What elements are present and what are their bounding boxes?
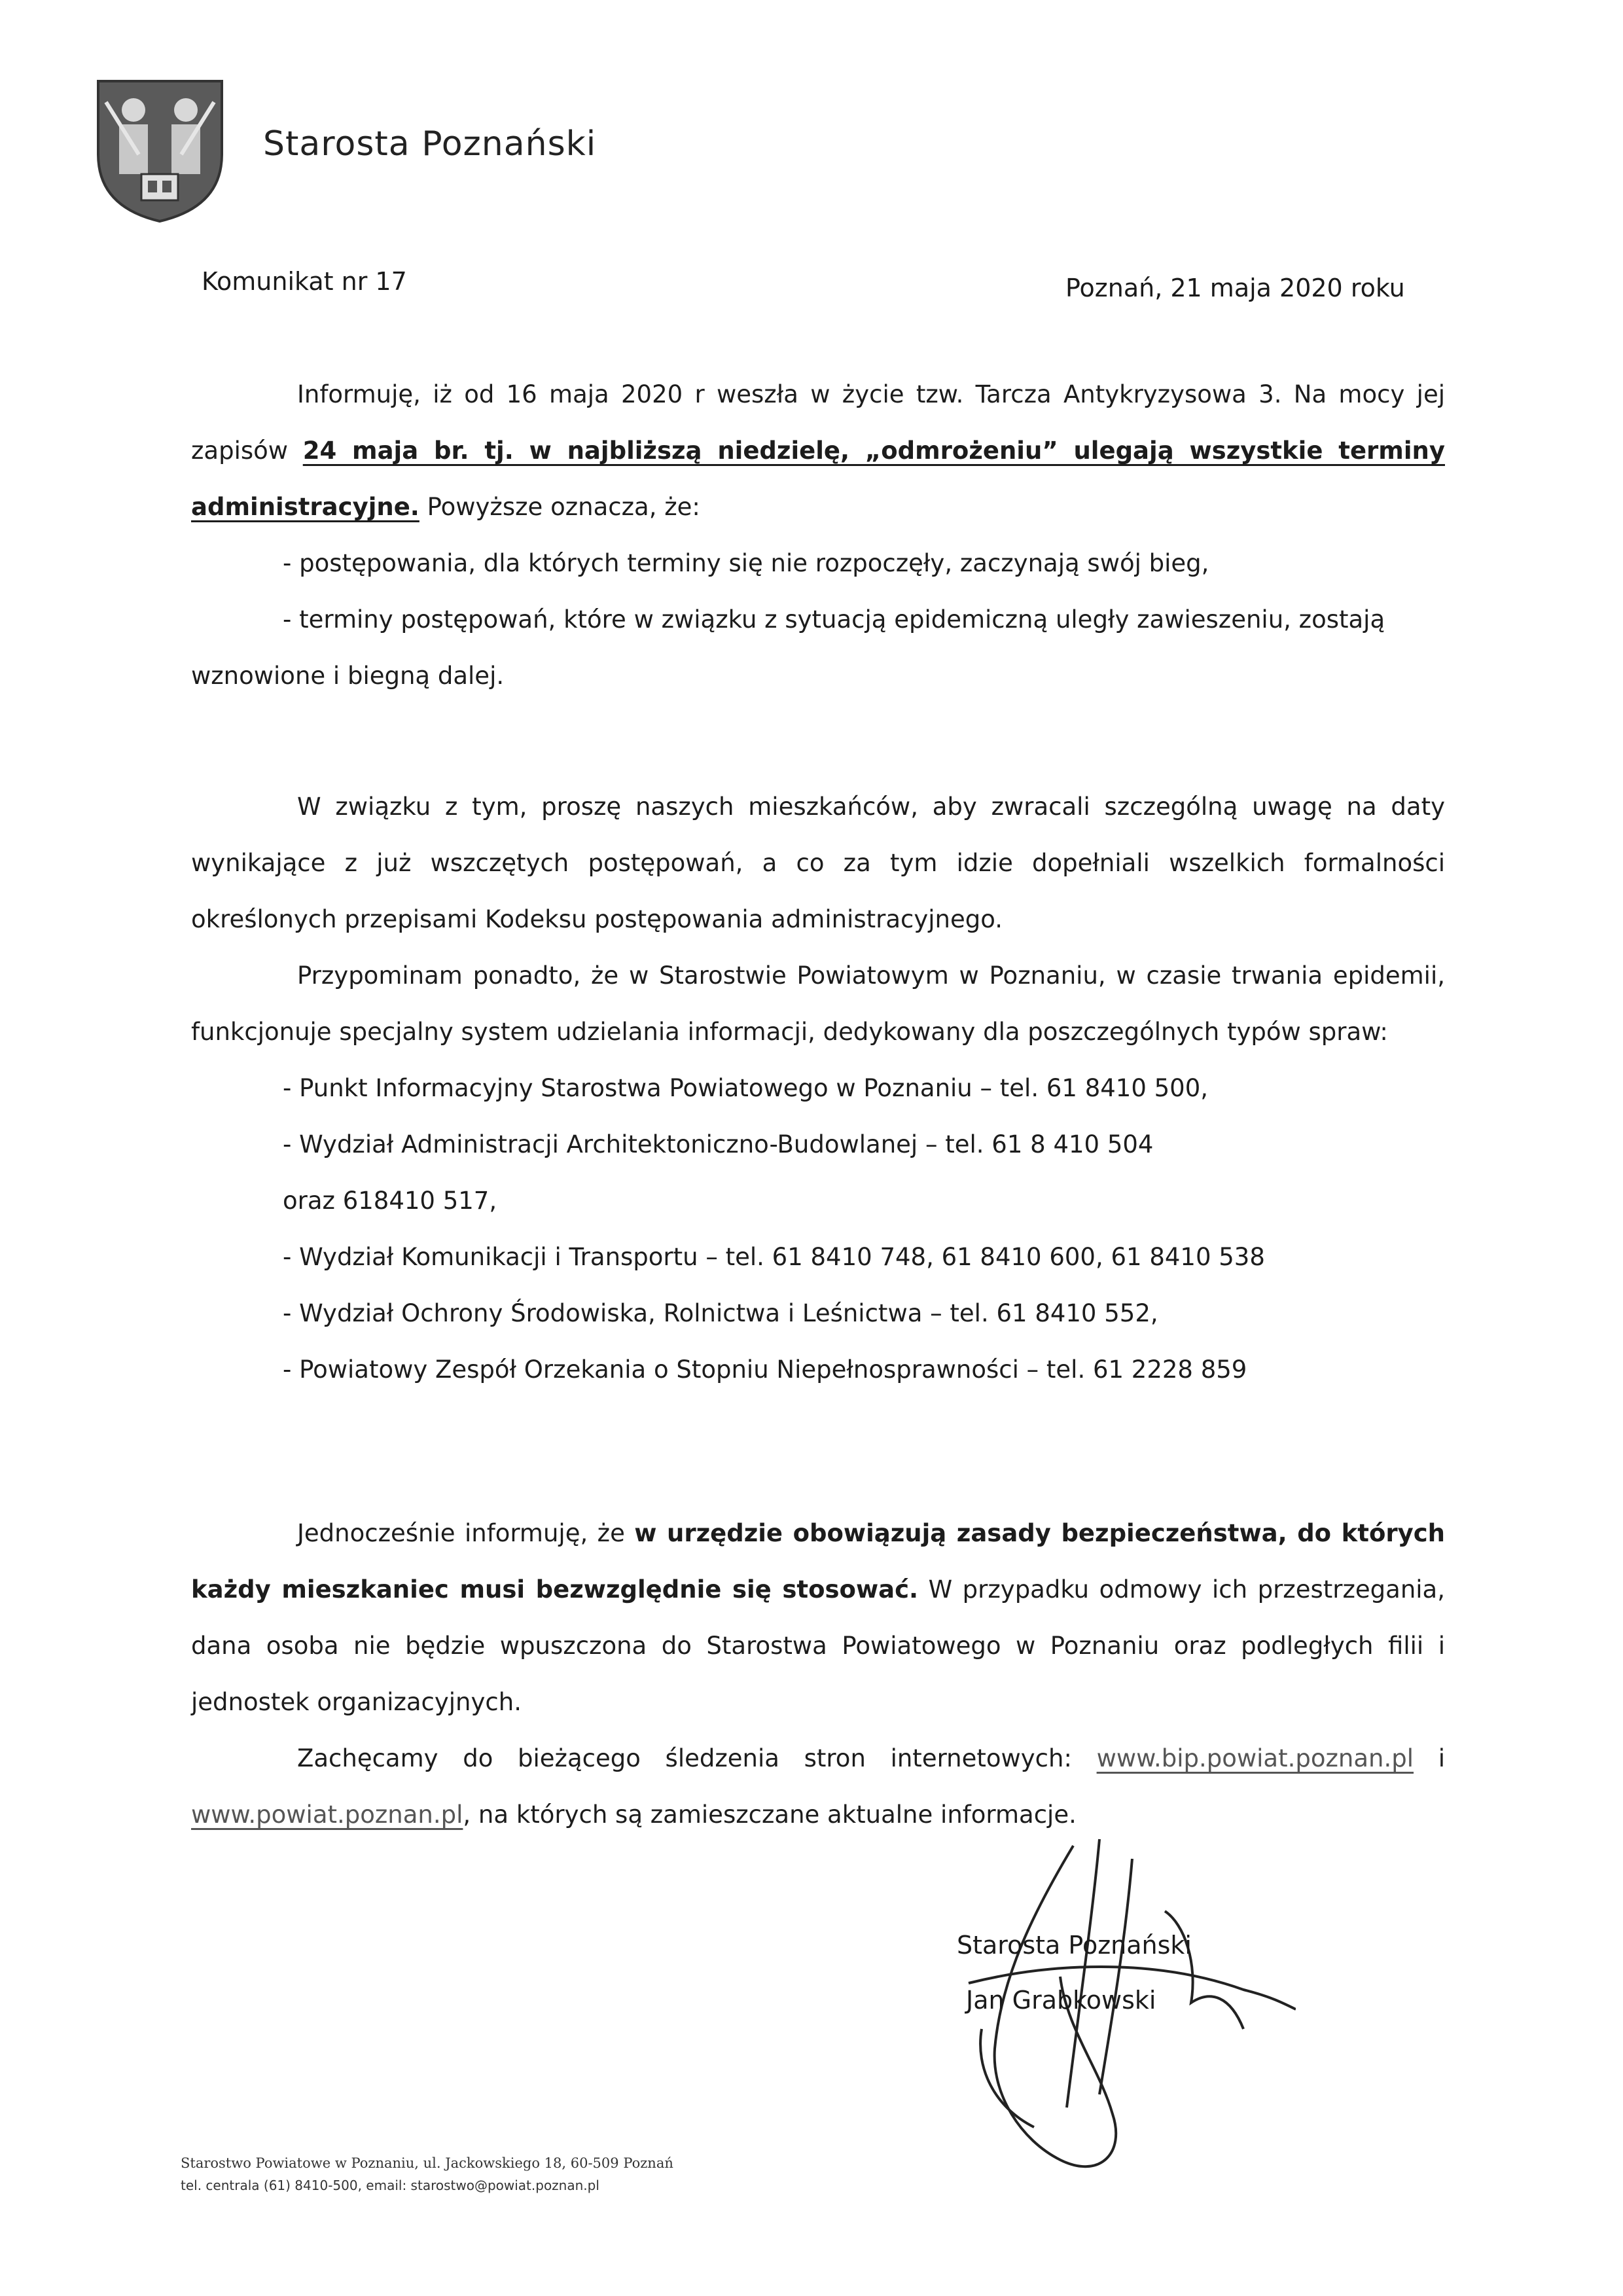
paragraph-2: W związku z tym, proszę naszych mieszkańców, aby zwracali szczególną uwagę na daty wynikające z już wszczętych postępowań, a co za tym idzie dopełniali wszelkich formalności określonych przepisami Kodeksu postępowania administracyjnego. bbox=[191, 793, 1445, 933]
list-item: - postępowania, dla których terminy się nie rozpoczęły, zaczynają swój bieg, bbox=[283, 549, 1209, 577]
signatory-title: Starosta Poznański bbox=[957, 1931, 1192, 1960]
organization-name: Starosta Poznański bbox=[263, 124, 597, 164]
contact-item: - Powiatowy Zespół Orzekania o Stopniu Niepełnosprawności – tel. 61 2228 859 bbox=[283, 1355, 1247, 1384]
contact-item-continuation: oraz 618410 517, bbox=[283, 1187, 497, 1215]
contact-item: - Wydział Ochrony Środowiska, Rolnictwa i Leśnictwa – tel. 61 8410 552, bbox=[283, 1299, 1158, 1327]
contact-item: - Punkt Informacyjny Starostwa Powiatowego w Poznaniu – tel. 61 8410 500, bbox=[283, 1074, 1209, 1102]
list-item: - terminy postępowań, które w związku z sytuacją epidemiczną uległy zawieszeniu, zostają bbox=[283, 605, 1385, 634]
contact-item: - Wydział Administracji Architektoniczno-Budowlanej – tel. 61 8 410 504 bbox=[283, 1130, 1154, 1158]
footer-contact: tel. centrala (61) 8410-500, email: starostwo@powiat.poznan.pl bbox=[181, 2178, 599, 2193]
communique-number: Komunikat nr 17 bbox=[202, 267, 407, 296]
contact-item: - Wydział Komunikacji i Transportu – tel. 61 8410 748, 61 8410 600, 61 8410 538 bbox=[283, 1243, 1265, 1271]
signature-block bbox=[957, 1918, 1192, 2028]
bip-website-link[interactable]: www.bip.powiat.poznan.pl bbox=[1096, 1744, 1414, 1772]
body-section-3 bbox=[191, 1505, 1445, 1843]
signatory-name: Jan Grabkowski bbox=[966, 1986, 1156, 2015]
underlined-deadline-text: 24 maja br. tj. w najbliższą niedzielę, „odmrożeniu” ulegają wszystkie terminy administracyjne. bbox=[191, 437, 1445, 521]
paragraph-1: Informuję, iż od 16 maja 2020 r weszła w życie tzw. Tarcza Antykryzysowa 3. Na mocy jej zapisów 24 maja br. tj. w najbliższą niedzielę, „odmrożeniu” ulegają wszystkie terminy administracyjne. Powyższe oznacza, że: bbox=[191, 380, 1445, 521]
body-section-1 bbox=[191, 367, 1445, 704]
body-section-2 bbox=[191, 779, 1445, 1398]
list-item-continuation: wznowione i biegną dalej. bbox=[191, 662, 505, 690]
paragraph-5: Zachęcamy do bieżącego śledzenia stron internetowych: www.bip.powiat.poznan.pl i www.powiat.poznan.pl, na których są zamieszczane aktualne informacje. bbox=[191, 1744, 1445, 1829]
footer-address: Starostwo Powiatowe w Poznaniu, ul. Jackowskiego 18, 60-509 Poznań bbox=[181, 2155, 673, 2171]
paragraph-4: Jednocześnie informuję, że w urzędzie obowiązują zasady bezpieczeństwa, do których każdy mieszkaniec musi bezwzględnie się stosować. W przypadku odmowy ich przestrzegania, dana osoba nie będzie wpuszczona do Starostwa Powiatowego w Poznaniu oraz podległych filii i jednostek organizacyjnych. bbox=[191, 1519, 1445, 1716]
footer bbox=[181, 2152, 673, 2197]
document-date: Poznań, 21 maja 2020 roku bbox=[1065, 274, 1405, 302]
paragraph-3: Przypominam ponadto, że w Starostwie Powiatowym w Poznaniu, w czasie trwania epidemii, funkcjonuje specjalny system udzielania informacji, dedykowany dla poszczególnych typów spraw: bbox=[191, 961, 1445, 1046]
coat-of-arms-icon bbox=[93, 76, 227, 225]
county-website-link[interactable]: www.powiat.poznan.pl bbox=[191, 1801, 463, 1829]
safety-rules-bold-text: w urzędzie obowiązują zasady bezpieczeństwa, do których każdy mieszkaniec musi bezwzględnie się stosować. bbox=[191, 1519, 1445, 1604]
